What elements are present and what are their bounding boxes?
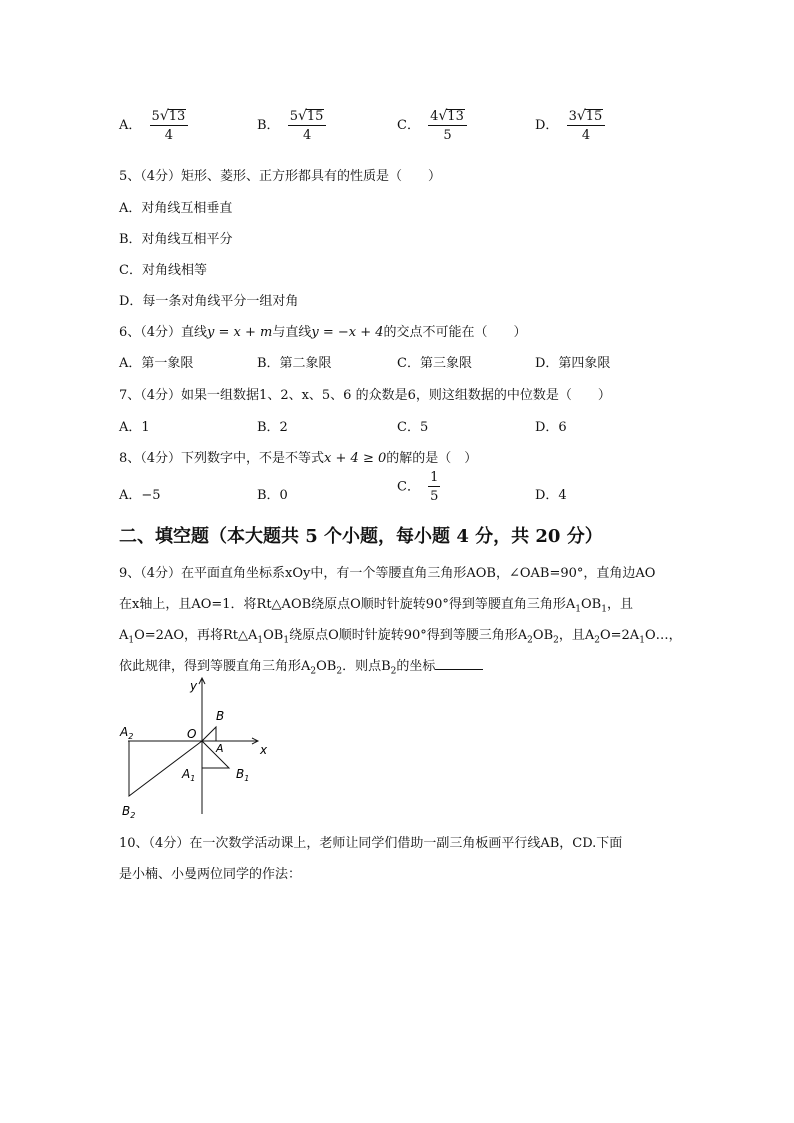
equation: y = x + m (207, 325, 273, 340)
coordinate-figure (110, 672, 280, 832)
q7-option-b: B．2 (257, 420, 288, 435)
inequality: x + 4 ≥ 0 (324, 451, 387, 466)
option-label: C． (397, 118, 420, 133)
q5-option-d: D．每一条对角线平分一组对角 (119, 294, 299, 309)
fraction: 5 √ 15 4 (288, 108, 327, 143)
q6-stem: 6、（4分）直线y = x + m与直线y = −x + 4的交点不可能在（ ） (119, 325, 527, 340)
q6-option-c: C．第三象限 (397, 356, 472, 371)
option-label: B． (257, 118, 280, 133)
fraction: 3 √ 15 4 (567, 108, 606, 143)
fraction: 4 √ 13 5 (428, 108, 467, 143)
q5-option-a: A．对角线互相垂直 (119, 201, 233, 216)
q7-option-c: C．5 (397, 420, 429, 435)
q8-option-a: A．−5 (119, 488, 161, 503)
q4-option-d (535, 108, 605, 143)
q6-option-b: B．第二象限 (257, 356, 332, 371)
q4-option-a (119, 108, 188, 143)
q4-option-c (397, 108, 467, 143)
point-b2-label: $B_2$ (122, 804, 136, 820)
q6-option-d: D．第四象限 (535, 356, 611, 371)
y-axis-label: y (190, 679, 198, 693)
point-o-label: O (187, 727, 197, 741)
q9-line-1: 9、（4分）在平面直角坐标系xOy中，有一个等腰直角三角形AOB，∠OAB=90°，直角边AO (119, 566, 656, 581)
q5-option-c: C．对角线相等 (119, 263, 207, 278)
point-a2-label: $A_2$ (120, 725, 134, 741)
triangle-aob (202, 727, 216, 741)
fraction: $\frac{1}{5}$ (430, 470, 439, 504)
triangle-a2ob2 (129, 741, 202, 796)
fraction: 5 √ 13 4 (150, 108, 189, 143)
option-label: A． (119, 118, 142, 133)
option-label: C． (397, 479, 420, 495)
point-a1-label: $A_1$ (182, 767, 196, 783)
q7-option-a: A．1 (119, 420, 150, 435)
point-a-label: A (216, 742, 224, 755)
q5-stem: 5、（4分）矩形、菱形、正方形都具有的性质是（ ） (119, 169, 442, 184)
q8-stem: 8、（4分）下列数字中，不是不等式x + 4 ≥ 0的解的是（ ） (119, 451, 478, 466)
answer-blank (435, 657, 483, 670)
q10-line-1: 10、（4分）在一次数学活动课上，老师让同学们借助一副三角板画平行线AB，CD.下面 (119, 836, 623, 851)
q7-stem: 7、（4分）如果一组数据1、2、x、5、6 的众数是6，则这组数据的中位数是（ ） (119, 388, 611, 403)
equation: y = −x + 4 (311, 325, 384, 340)
x-axis-label: x (260, 743, 268, 757)
q10-line-2: 是小楠、小曼两位同学的作法： (119, 867, 302, 882)
q8-option-c (397, 470, 440, 504)
q8-option-d: D．4 (535, 488, 567, 503)
point-b1-label: $B_1$ (236, 767, 250, 783)
q9-line-3: $A_1O=2AO$，再将$Rt\triangle A_1OB_1$绕原点O顺时针旋转90°得到等腰三角形$A_2OB_2$，且$A_2O=2A_1O\dots$， (119, 628, 682, 646)
q9-line-2: 在x轴上，且AO=1．将Rt△AOB绕原点O顺时针旋转90°得到等腰直角三角形$A_1OB_1$，且 (119, 597, 633, 615)
q6-option-a: A．第一象限 (119, 356, 194, 371)
q7-option-d: D．6 (535, 420, 567, 435)
q8-option-b: B．0 (257, 488, 288, 503)
q4-option-b (257, 108, 326, 143)
point-b-label: B (216, 709, 225, 723)
q5-option-b: B．对角线互相平分 (119, 232, 233, 247)
section-heading: 二、填空题（本大题共 5 个小题，每小题 4 分，共 20 分） (119, 526, 603, 547)
option-label: D． (535, 118, 559, 133)
q9-line-4: 依此规律，得到等腰直角三角形$A_2OB_2$．则点$B_2$的坐标 (119, 655, 483, 677)
